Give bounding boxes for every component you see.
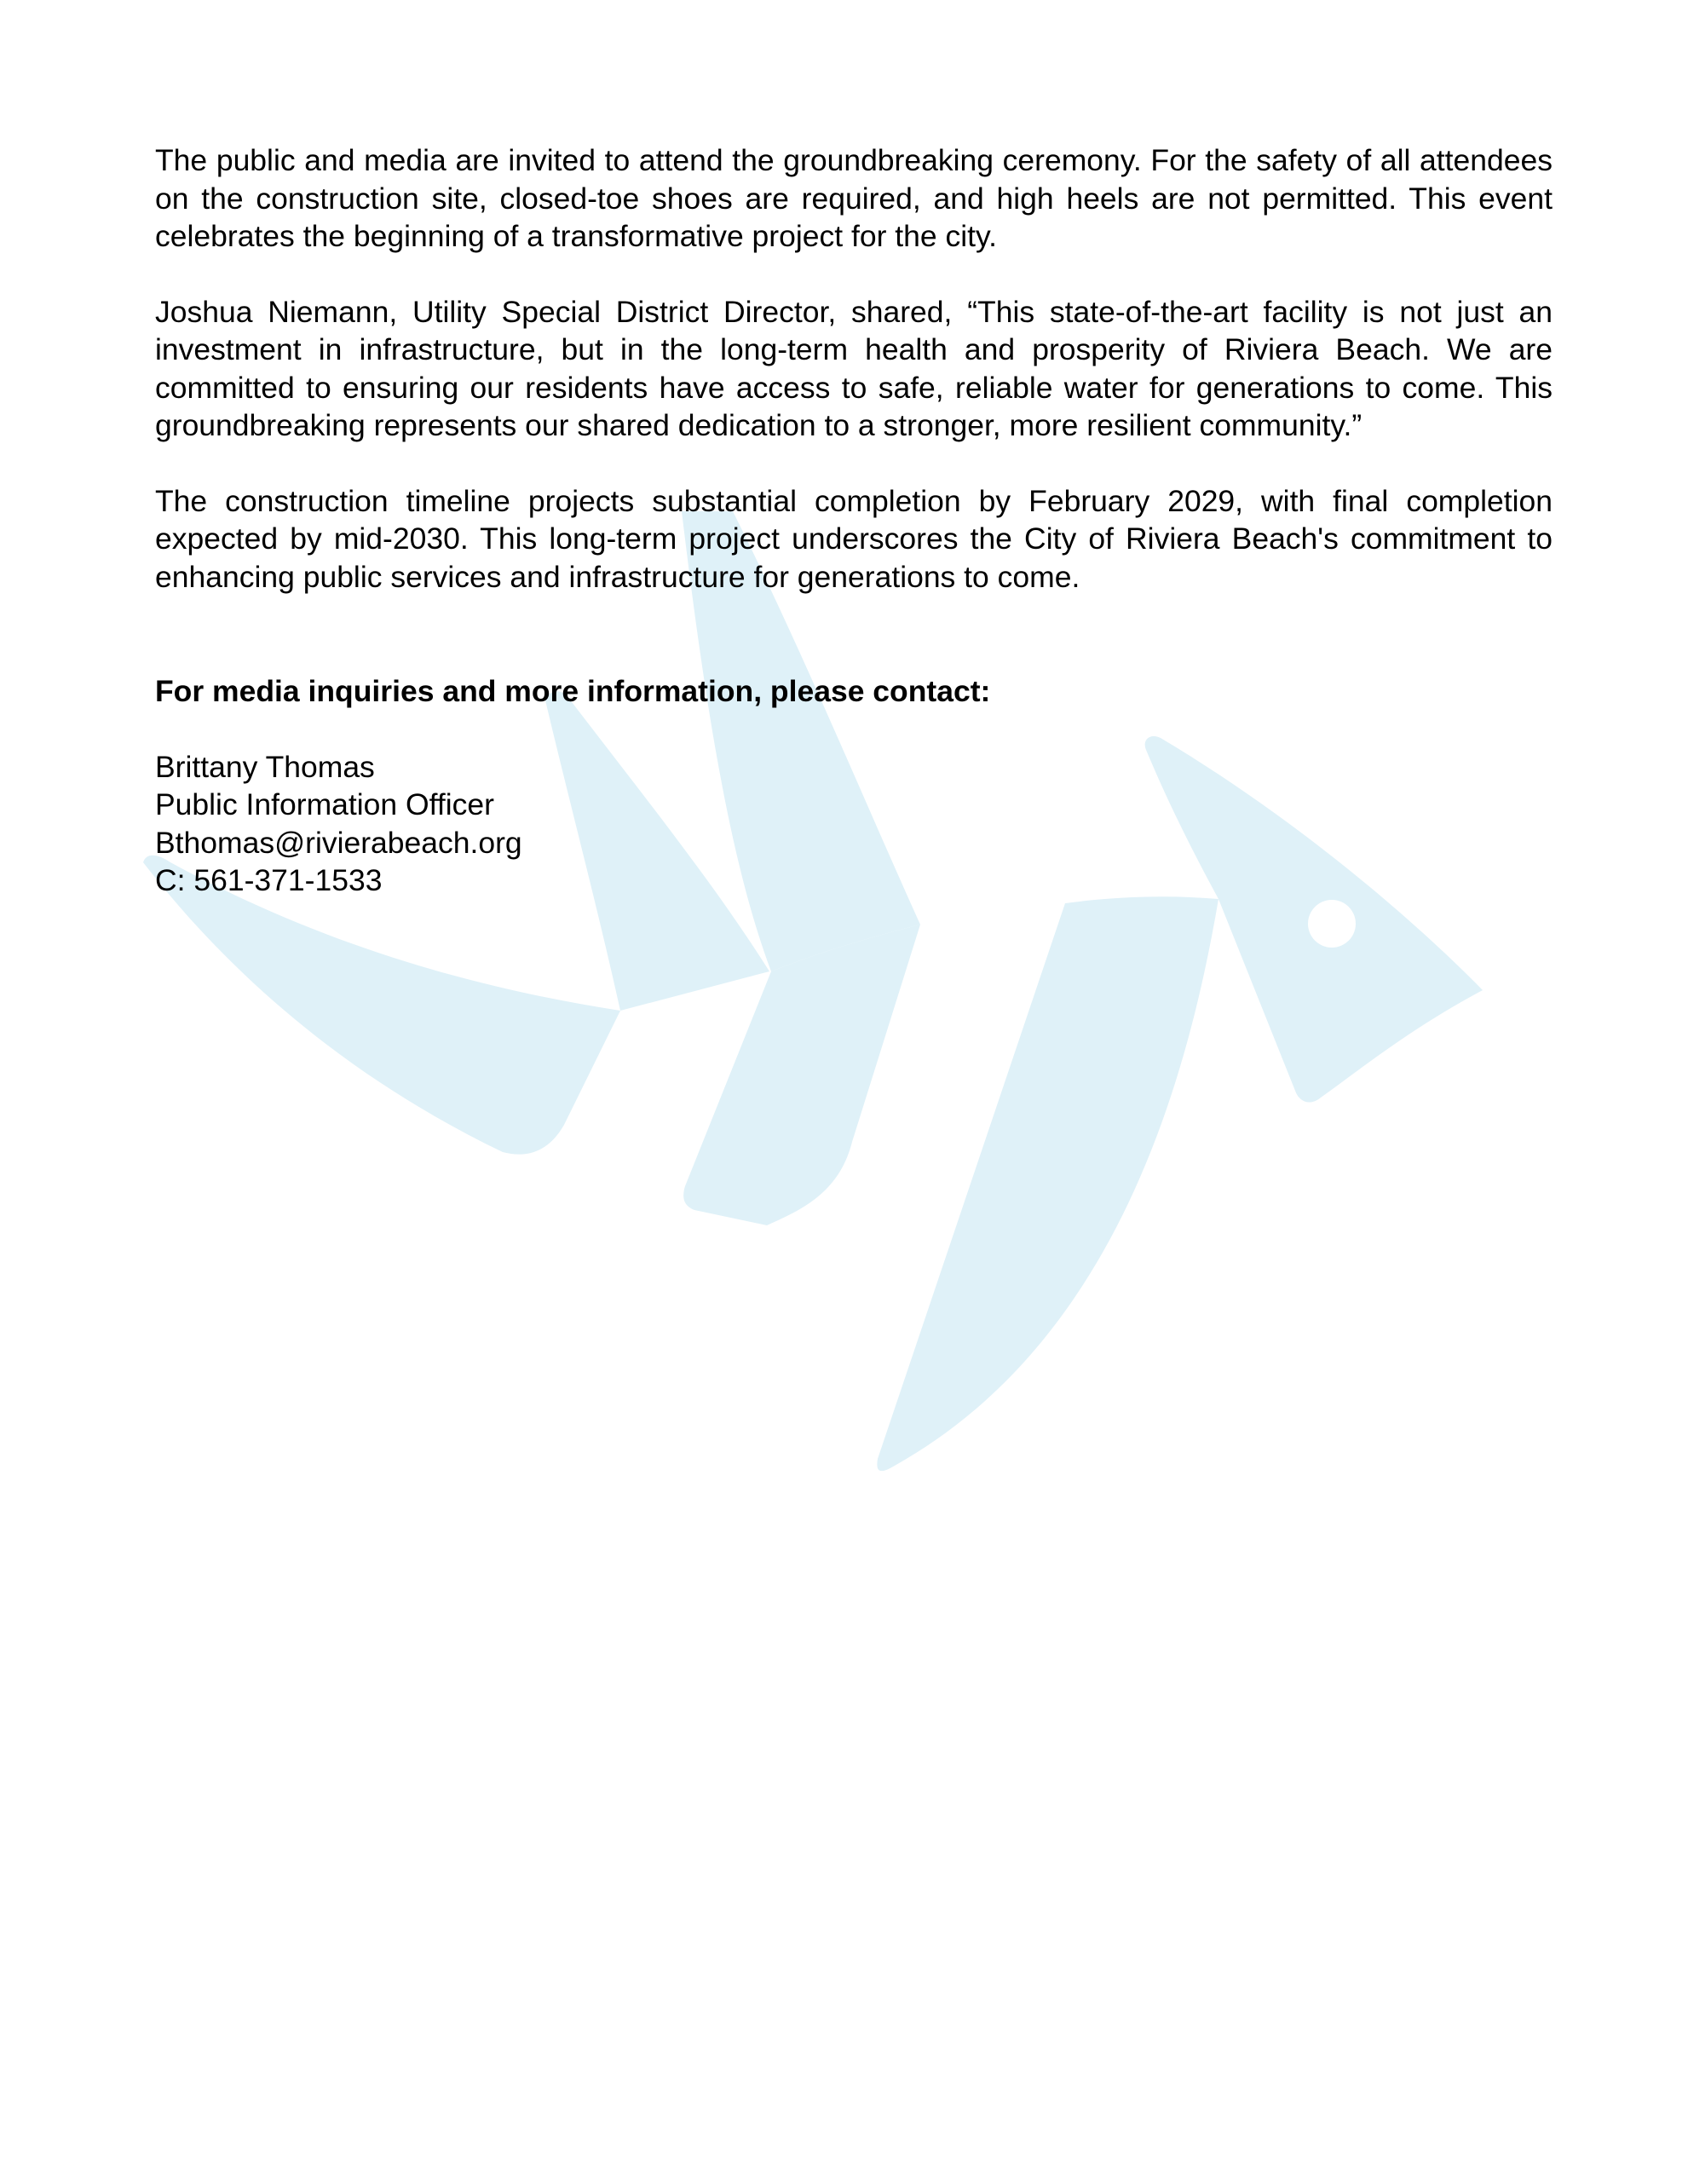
fish-eye-shape (1308, 900, 1356, 948)
fish-lower-fin-2-shape (877, 896, 1218, 1471)
fish-tail-shape (143, 856, 620, 1155)
paragraph-timeline: The construction timeline projects substantial completion by February 2029, with final completion expected by mid-2030. This long-term project underscores the City of Riviera Beach's commitment to enhancing public services and infrastructure for generations to come. (155, 483, 1553, 594)
document-body (155, 141, 1553, 900)
paragraph-event-info: The public and media are invited to attend the groundbreaking ceremony. For the safety of all attendees on the construction site, closed-toe shoes are required, and high heels are not permitted. This event celebrates the beginning of a transformative project for the city. (155, 143, 1553, 253)
paragraph-director-quote: Joshua Niemann, Utility Special District Director, shared, “This state-of-the-art facility is not just an investment in infrastructure, but in the long-term health and prosperity of Riviera Beach. We are committed to ensuring our residents have access to safe, reliable water for generations to come. This groundbreaking represents our shared dedication to a stronger, more resilient community.” (155, 294, 1553, 442)
contact-phone: C: 561-371-1533 (155, 863, 383, 897)
contact-name: Brittany Thomas (155, 749, 375, 784)
contact-block (155, 748, 1553, 900)
contact-title: Public Information Officer (155, 787, 494, 821)
contact-email-link[interactable]: Bthomas@rivierabeach.org (155, 825, 522, 860)
contact-heading: For media inquiries and more information, please contact: (155, 674, 991, 708)
